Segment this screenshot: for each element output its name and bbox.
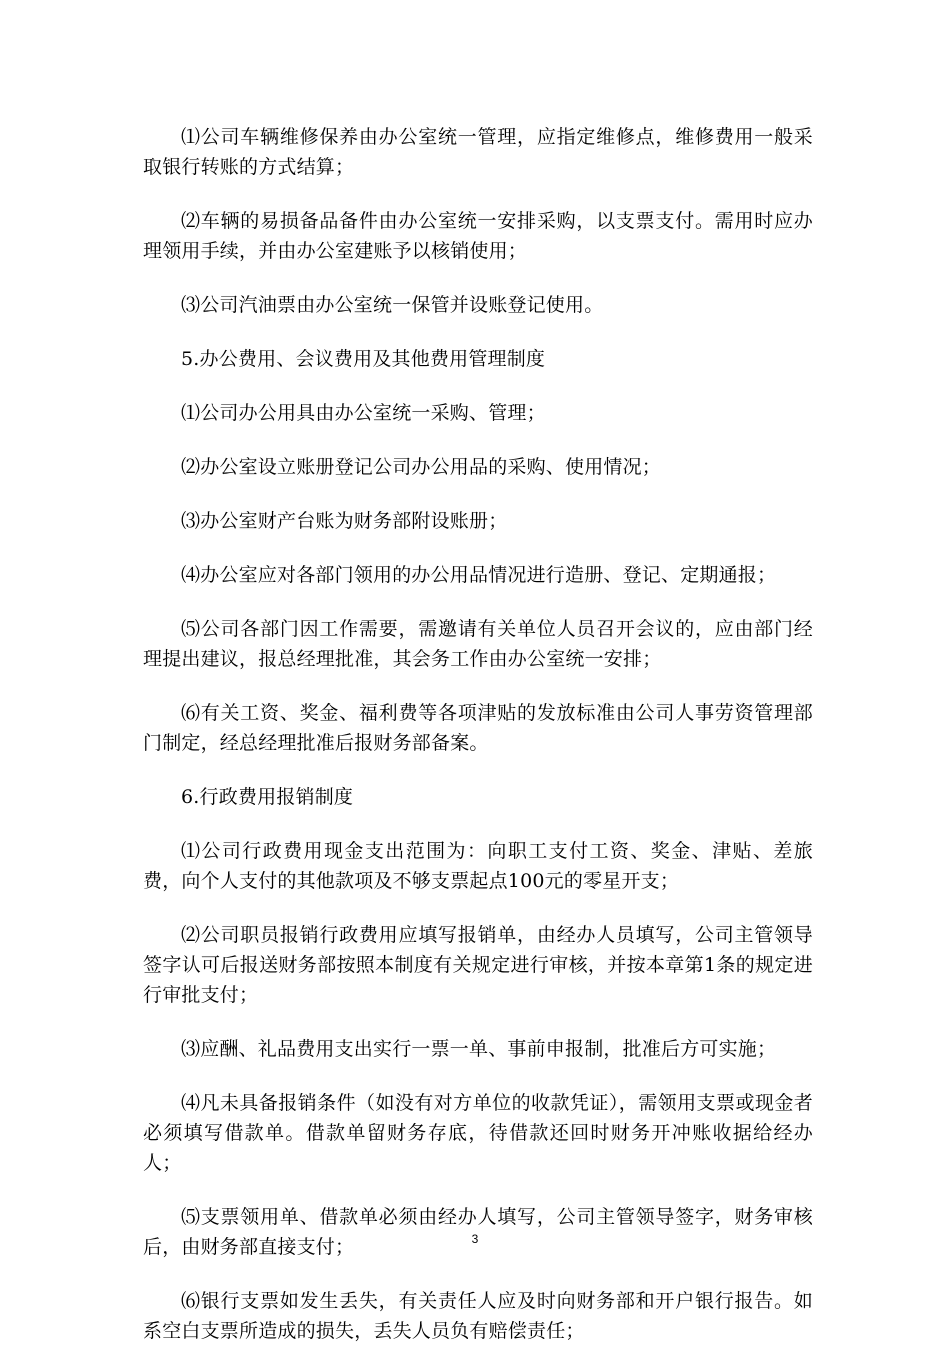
paragraph-1-3: ⑶公司汽油票由办公室统一保管并设账登记使用。	[181, 294, 604, 316]
paragraph-6-6: ⑹银行支票如发生丢失，有关责任人应及时向财务部和开户银行报告。如系空白支票所造成的损失，丢失人员负有赔偿责任；	[143, 1290, 813, 1342]
section-heading-6: 6.行政费用报销制度	[181, 786, 354, 808]
paragraph-5-1: ⑴公司办公用具由办公室统一采购、管理；	[181, 402, 546, 424]
paragraph-6-3: ⑶应酬、礼品费用支出实行一票一单、事前申报制，批准后方可实施；	[181, 1038, 777, 1060]
document-body	[143, 122, 813, 1370]
paragraph-1-1: ⑴公司车辆维修保养由办公室统一管理，应指定维修点，维修费用一般采取银行转账的方式结算；	[143, 126, 813, 178]
paragraph-5-4: ⑷办公室应对各部门领用的办公用品情况进行造册、登记、定期通报；	[181, 564, 777, 586]
section-heading-5: 5.办公费用、会议费用及其他费用管理制度	[181, 348, 546, 370]
paragraph-6-5: ⑸支票领用单、借款单必须由经办人填写，公司主管领导签字，财务审核后，由财务部直接支付；	[143, 1206, 813, 1258]
page-number: 3	[471, 1232, 479, 1246]
paragraph-5-6: ⑹有关工资、奖金、福利费等各项津贴的发放标准由公司人事劳资管理部门制定，经总经理批准后报财务部备案。	[143, 702, 813, 754]
paragraph-6-2: ⑵公司职员报销行政费用应填写报销单，由经办人员填写，公司主管领导签字认可后报送财务部按照本制度有关规定进行审核，并按本章第1条的规定进行审批支付；	[143, 924, 813, 1006]
paragraph-5-5: ⑸公司各部门因工作需要，需邀请有关单位人员召开会议的，应由部门经理提出建议，报总经理批准，其会务工作由办公室统一安排；	[143, 618, 813, 670]
paragraph-5-3: ⑶办公室财产台账为财务部附设账册；	[181, 510, 508, 532]
paragraph-6-4: ⑷凡未具备报销条件（如没有对方单位的收款凭证），需领用支票或现金者必须填写借款单。借款单留财务存底，待借款还回时财务开冲账收据给经办人；	[143, 1092, 813, 1174]
paragraph-5-2: ⑵办公室设立账册登记公司办公用品的采购、使用情况；	[181, 456, 662, 478]
paragraph-1-2: ⑵车辆的易损备品备件由办公室统一安排采购，以支票支付。需用时应办理领用手续，并由办公室建账予以核销使用；	[143, 210, 813, 262]
paragraph-6-1: ⑴公司行政费用现金支出范围为：向职工支付工资、奖金、津贴、差旅费，向个人支付的其他款项及不够支票起点100元的零星开支；	[143, 840, 813, 892]
